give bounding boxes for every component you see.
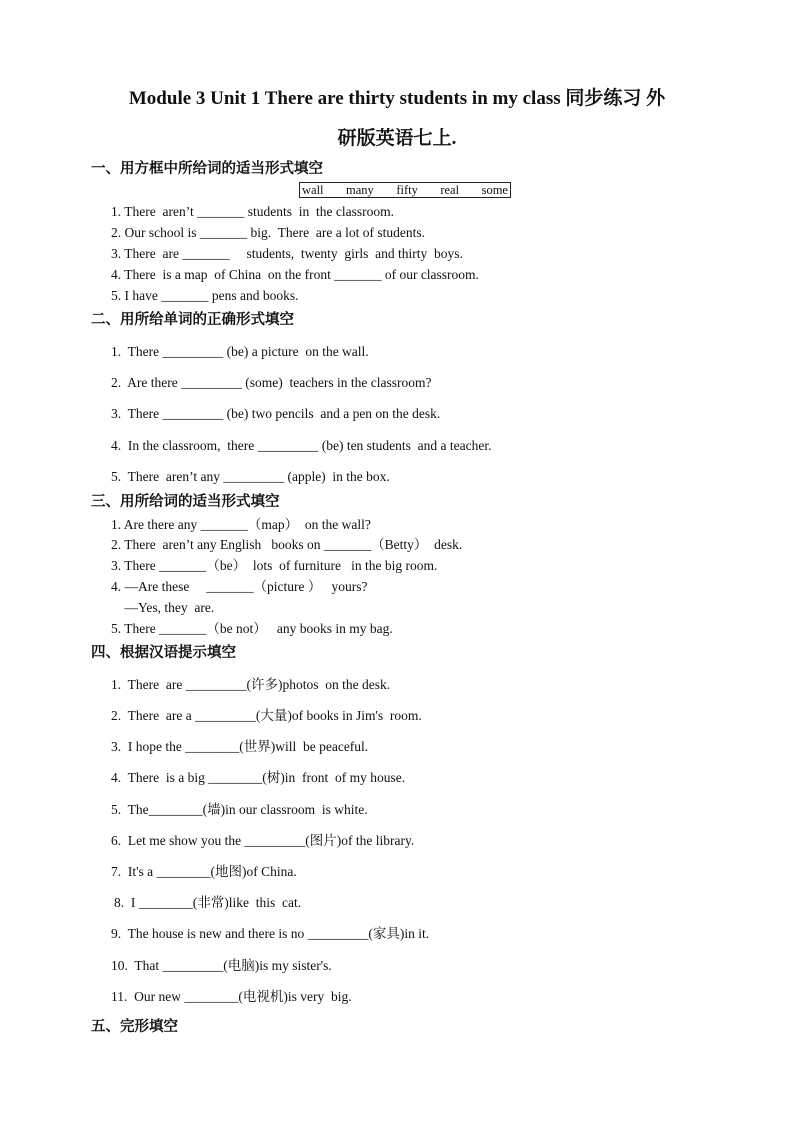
word-box-item: some — [481, 182, 508, 197]
exercise-line: 7. It's a ________(地图)of China. — [111, 864, 297, 879]
exercise-line: 4. There is a big ________(树)in front of my house. — [111, 770, 406, 785]
exercise-line: 4. —Are these _______（picture ） yours? — [111, 579, 368, 594]
exercise-line: 4. There is a map of China on the front _______ of our classroom. — [111, 267, 479, 282]
exercise-line: 3. There _________ (be) two pencils and a pen on the desk. — [111, 406, 441, 421]
exercise-line: 1. There _________ (be) a picture on the wall. — [111, 344, 369, 359]
exercise-line: 1. There are _________(许多)photos on the desk. — [111, 677, 391, 692]
word-box-item: wall — [302, 182, 324, 197]
exercise-line: 8. I ________(非常)like this cat. — [114, 895, 302, 910]
exercise-line: 1. There aren’t _______ students in the classroom. — [111, 204, 394, 219]
word-box-item: many — [346, 182, 374, 197]
exercise-line: 3. There are _______ students, twenty girls and thirty boys. — [111, 246, 463, 261]
section-heading-2: 二、用所给单词的正确形式填空 — [91, 312, 294, 328]
exercise-line: 5. There _______（be not） any books in my bag. — [111, 621, 393, 636]
word-box-item: fifty — [396, 182, 418, 197]
word-box-item: real — [440, 182, 460, 197]
section-heading-3: 三、用所给词的适当形式填空 — [91, 494, 280, 510]
exercise-line: 5. I have _______ pens and books. — [111, 288, 299, 303]
exercise-line: 3. I hope the ________(世界)will be peaceful. — [111, 739, 369, 754]
exercise-line: 2. Our school is _______ big. There are a lot of students. — [111, 225, 425, 240]
exercise-line: 5. There aren’t any _________ (apple) in the box. — [111, 469, 390, 484]
exercise-line: 9. The house is new and there is no _________(家具)in it. — [111, 926, 430, 941]
exercise-line: 4. In the classroom, there _________ (be) ten students and a teacher. — [111, 438, 492, 453]
exercise-line: 2. There aren’t any English books on _______（Betty） desk. — [111, 537, 463, 552]
exercise-line: 6. Let me show you the _________(图片)of the library. — [111, 833, 415, 848]
section-heading-4: 四、根据汉语提示填空 — [91, 645, 236, 661]
exercise-line: —Yes, they are. — [111, 600, 215, 615]
exercise-line: 3. There _______（be） lots of furniture in the big room. — [111, 558, 438, 573]
section-heading-5: 五、完形填空 — [91, 1019, 178, 1035]
exercise-line: 5. The________(墙)in our classroom is white. — [111, 802, 368, 817]
section-heading-1: 一、用方框中所给词的适当形式填空 — [91, 161, 323, 177]
exercise-line: 2. Are there _________ (some) teachers in the classroom? — [111, 375, 432, 390]
title-line-1: Module 3 Unit 1 There are thirty students in my class 同步练习 外 — [128, 88, 666, 109]
exercise-line: 10. That _________(电脑)is my sister's. — [111, 958, 332, 973]
exercise-line: 1. Are there any _______（map） on the wall? — [111, 517, 371, 532]
exercise-line: 2. There are a _________(大量)of books in Jim's room. — [111, 708, 422, 723]
word-box — [299, 182, 511, 198]
title-line-2: 研版英语七上. — [337, 128, 457, 149]
exercise-line: 11. Our new ________(电视机)is very big. — [111, 989, 352, 1004]
